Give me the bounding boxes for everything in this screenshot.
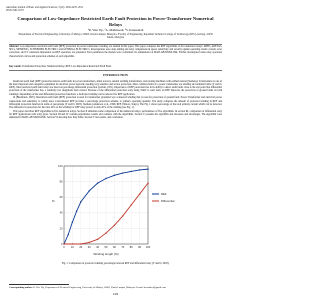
page-number: 2456 — [112, 293, 119, 296]
y-axis-label: % — [52, 199, 55, 203]
paper-title: Comparison of Low-Impedance Restricted Earth Fault Protection in Power-Transformer Numerical Relays — [17, 16, 214, 27]
abstract-text: Low-impedance restricted earth fault (REF) protection in power transformer winding, are studied in this paper. This paper compares the REF algorithms of five numerical relays: ABB's, AREVA's, SEL's, SIEMENS's, SCHNEIDER ELECTRIC's and GENERAL ELECTRIC's. Investigations were done aiming and relay comparisons in speed, sensitivity, and security against operating events: current, error correction, and CT saturation impression on REF operation, are presented. Four parameters the models were conformed via simulations on MATLAB/SIMULINK. Further investigated some relay operation characteristics curves and protection schemes of each algorithm. — [9, 45, 223, 58]
data-point — [68, 234, 69, 235]
data-point — [72, 221, 73, 222]
data-point — [97, 182, 98, 183]
figure-caption: Fig. 1: Comparison of protected winding percentage between REF and differential relay (Y and D, 2003). — [61, 262, 170, 265]
data-point — [139, 169, 140, 170]
data-point — [80, 243, 81, 244]
footer-text: R. Wee Tip, Department of Electrical Engineering, University of Malaya, 50603, Kuala Lumpur, Malaysia. E-mail: tremaidex@gmail.com — [33, 285, 166, 289]
data-point — [122, 172, 123, 173]
x-tick-label: 50 — [104, 246, 108, 249]
body-text — [9, 80, 222, 120]
abstract-label: Abstract: — [9, 45, 20, 48]
y-tick-label: 40 — [59, 211, 63, 215]
chart-ticks — [58, 164, 151, 249]
chart-grid — [64, 166, 148, 244]
data-point — [147, 168, 148, 169]
paper-authors: ¹R. Wee Tip, ²A. Mahmoodi, ³S. Kanesanah — [87, 28, 144, 32]
data-point — [105, 232, 106, 233]
x-tick-label: 30 — [87, 246, 91, 249]
data-point — [97, 239, 98, 240]
data-point — [131, 171, 132, 172]
body-paragraph: Restricted earth fault (REF) protection detects earth faults in power transformers, shunt reactors, neutral earthing transformers, and rotating machines with earthed neutral (Siemens). Transformers is one of the most important and expensive equipment in electrical power network; needing very sensitive and secure protection. Most common faults in a power transformer are winding and terminal faults (Y and D, 2003). Most restricted earth fault relays are based on percentage differential protection (Corkin, 1951). Importance of REF protection lies in its ability to detect earth faults close to the star point that differential protection of the transformer has, a relatively low magnitude fault current. Because of the differential protection relay being 'blind' to such fault, an REF improves the protection of ground faults on both windings. Depending on line and differential protection functions, a dedicated winding can be selected for REF application. — [9, 80, 222, 96]
data-point — [139, 193, 140, 194]
x-tick-label: 20 — [79, 246, 83, 249]
y-tick-label: 20 — [59, 227, 63, 231]
x-tick-label: 10 — [70, 246, 74, 249]
x-tick-label: 100 — [145, 246, 151, 249]
data-point — [147, 182, 148, 183]
y-tick-label: 80 — [59, 180, 63, 184]
data-point — [76, 211, 77, 212]
corresponding-author-note — [9, 286, 222, 289]
keywords — [9, 65, 222, 68]
x-tick-label: 0 — [63, 246, 65, 249]
y-tick-label: 100 — [58, 164, 63, 168]
legend-label: Differential — [161, 199, 175, 203]
journal-header — [6, 6, 225, 12]
data-point — [89, 242, 90, 243]
abstract-bottom-rule — [9, 70, 222, 71]
footer-label: Corresponding author: — [9, 285, 33, 289]
figure-1 — [48, 160, 184, 258]
data-point — [105, 178, 106, 179]
data-point — [89, 190, 90, 191]
x-tick-label: 90 — [138, 246, 142, 249]
legend-label: REF — [161, 192, 167, 196]
body-paragraph: This paper describes REF algorithms in five numerical relays. Section II simulates some comparison of the numerical relays, performance of five algorithms. In section III, comparison of differential relay for REF applications with relay types. Section III and IV contain performance results and compare with the algorithms. Section V presents the algorithm and discusses and advantages. The algorithm were simulated in MATLAB SIMULINK. Section VI showing how they differ. Section V test results, and conclusion. — [9, 109, 222, 119]
data-point — [122, 215, 123, 216]
y-tick-label: 0 — [61, 242, 63, 246]
data-point — [80, 201, 81, 202]
x-tick-label: 70 — [121, 246, 125, 249]
x-tick-label: 40 — [96, 246, 100, 249]
body-paragraph: In (Blackburn, 2007), 'Restricted earth fault (REF) protection is used for transformer grounded wye connected winding that is used for protection of ground fault. Power Transformer and electrical power connections and sensitivity is widely used. Conventional REF provides a percentage protection scheme, to primary operating quantity. The study compares the amount of protected winding in REF and differential protection function in terms of percentage (Y and D, 2003). Siemens (Anderson et al., 1999, REF, Elmore, Tokyo). The Fig. 1 shows percentage of the total primary current which can be detected. The difference in protection for the ratio 40% of the winding for REF relay protect is only 20% of the winding (see Fig. 1). — [9, 96, 222, 109]
keywords-text: Transformer Protection, Numerical Relay, REF, Low-Impedance Restricted Earth Fault. — [22, 65, 112, 68]
data-point — [63, 243, 64, 244]
author-affiliations: ¹Department of Electrical Engineering, University of Malaya, 50603, Kuala Lumpur, Malaysia. ²Faculty of Engineering, Rajasthan Technical College of Technology (RTU), Kelang, 41050 Kuala, Malaysia — [18, 33, 213, 40]
journal-header-text: Australian Journal of Basic and Applied Sciences, 5(12): 2456-2476, 2011 ISSN 1991-8178 — [6, 6, 84, 13]
x-tick-label: 60 — [112, 246, 116, 249]
keywords-label: Key words: — [9, 65, 22, 68]
abstract — [9, 45, 222, 58]
x-axis-label: Winding length (%) — [93, 252, 119, 256]
section-heading-introduction: INTRODUCTION — [103, 73, 128, 77]
data-point — [72, 243, 73, 244]
data-point — [114, 225, 115, 226]
data-point — [131, 204, 132, 205]
data-point — [114, 175, 115, 176]
y-tick-label: 60 — [59, 196, 63, 200]
line-chart — [48, 160, 184, 258]
x-tick-label: 80 — [129, 246, 133, 249]
chart-legend — [152, 192, 175, 203]
